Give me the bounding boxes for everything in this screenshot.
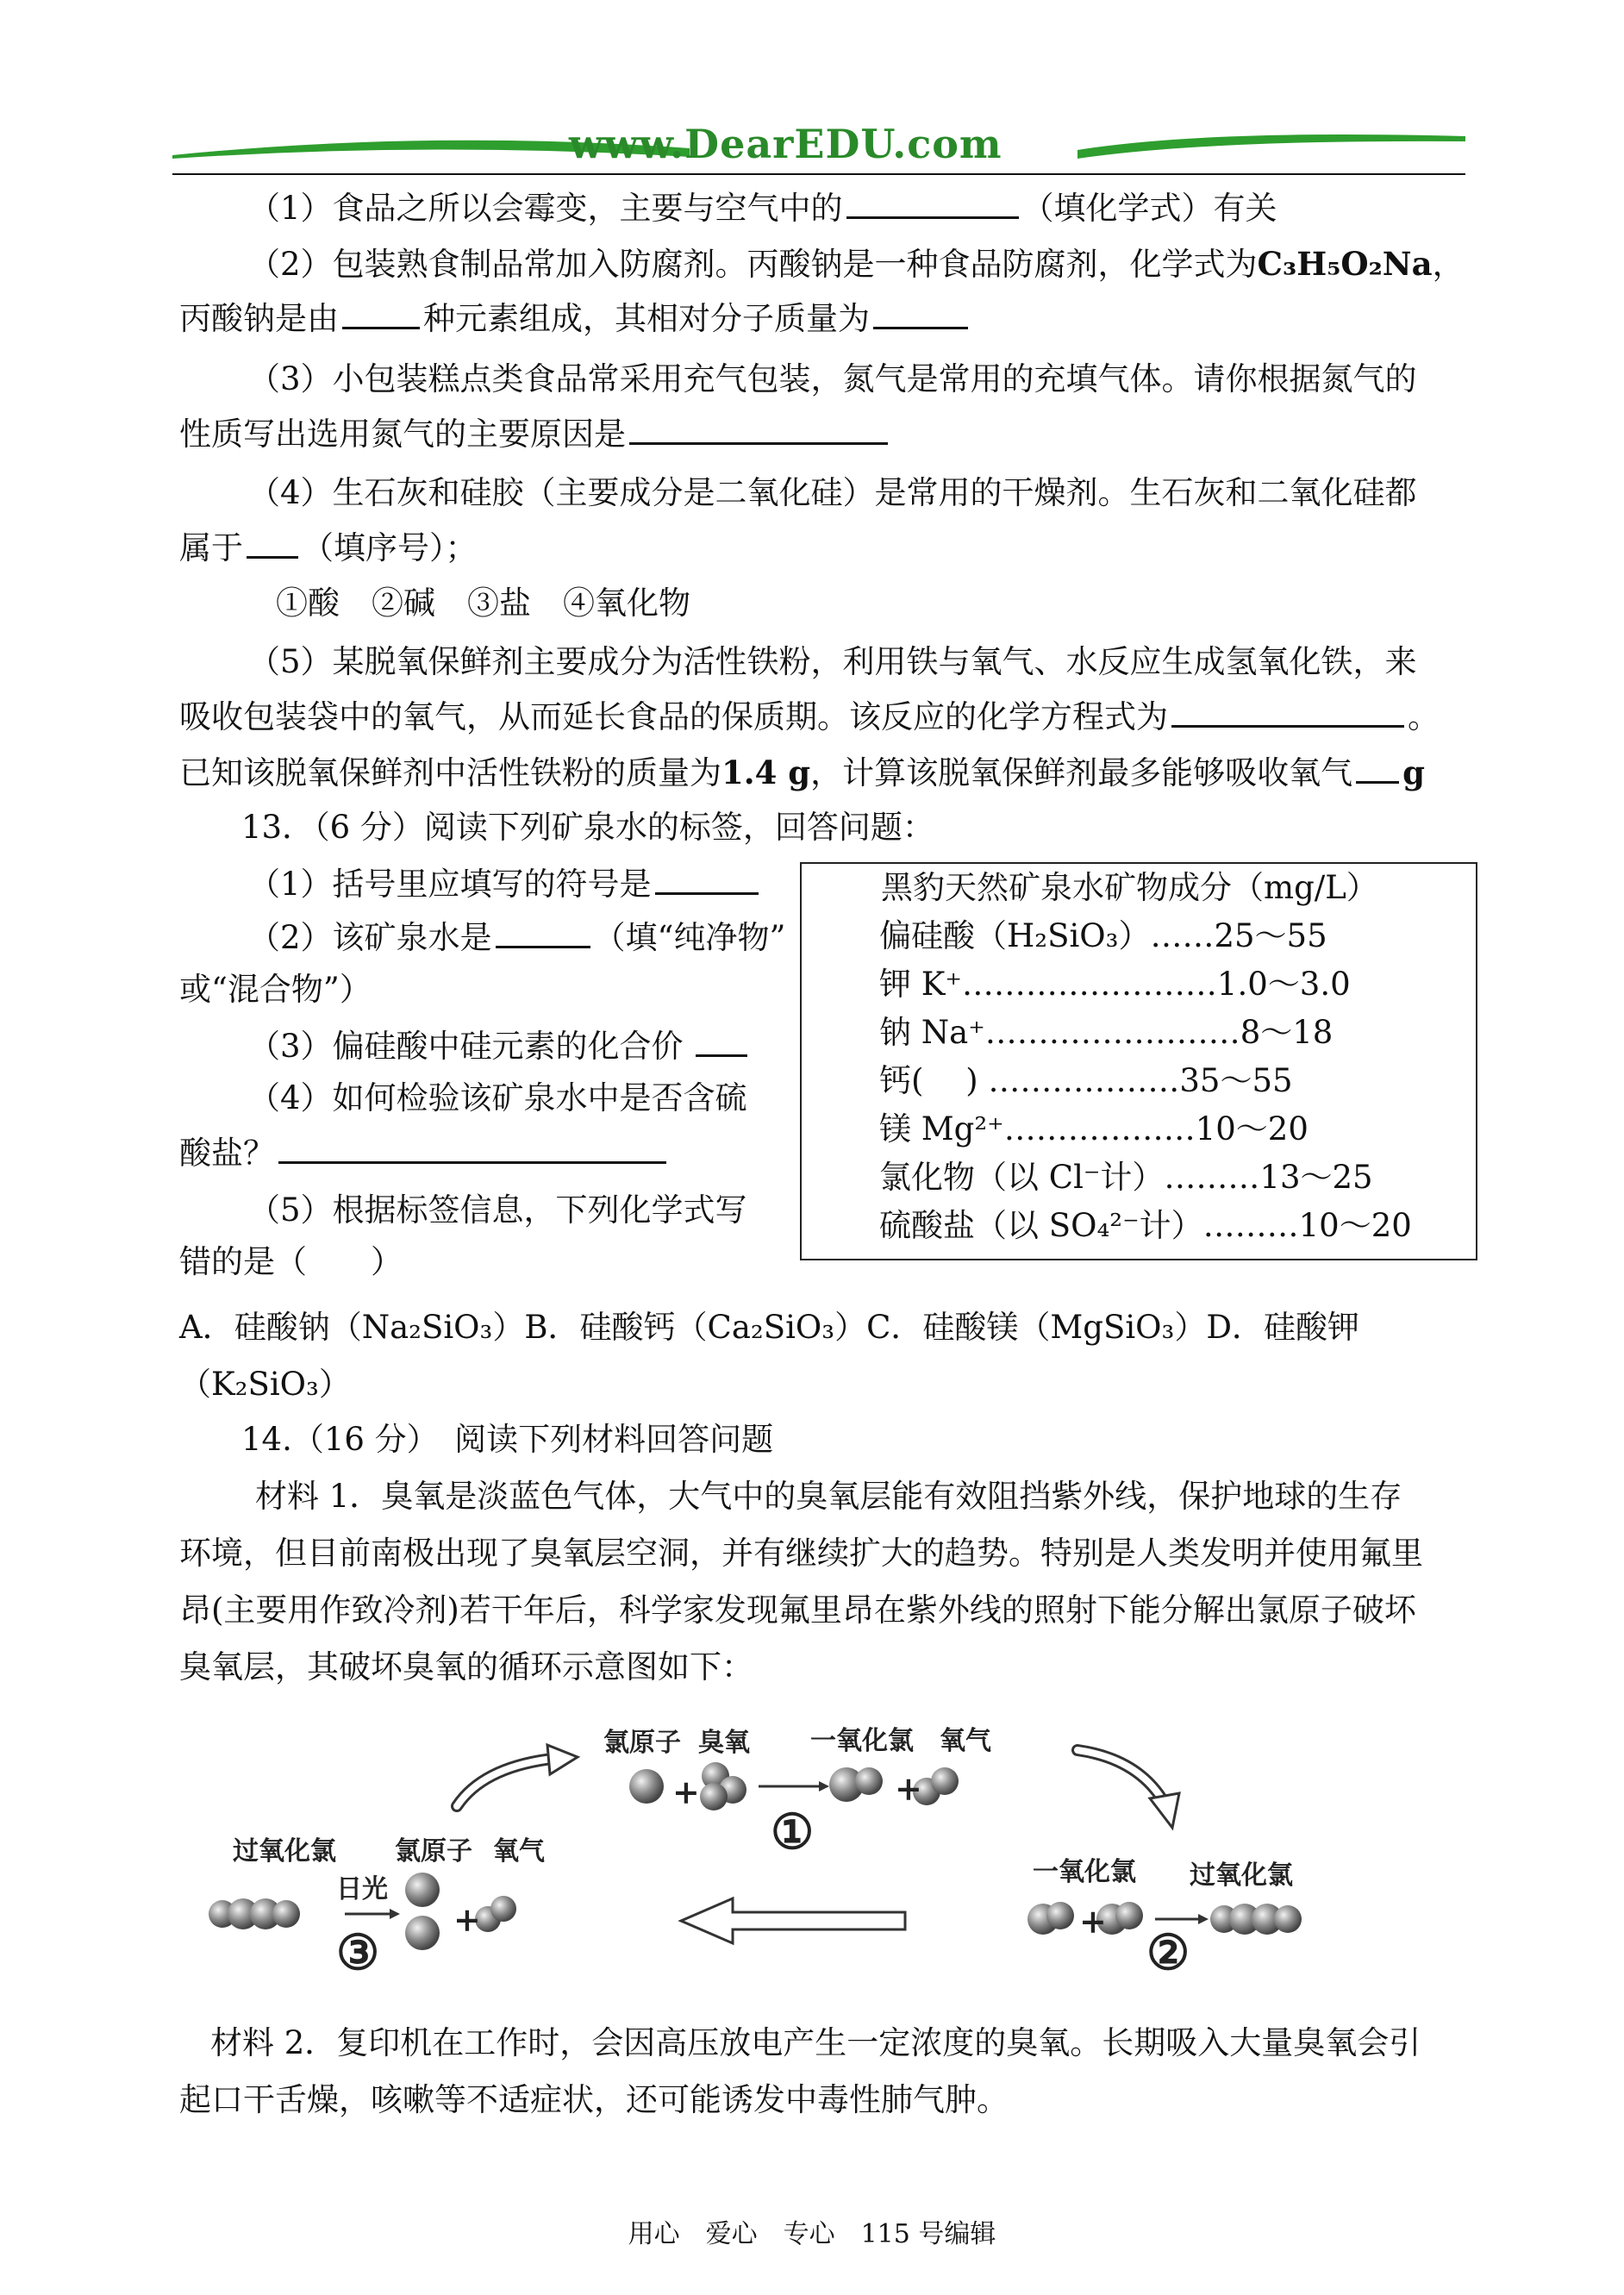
q14-title: 14.（16 分） 阅读下列材料回答问题 [241, 1421, 774, 1458]
s1-plus: + [672, 1773, 700, 1811]
answer-blank-classification[interactable] [247, 528, 298, 559]
choice-b[interactable]: B．硅酸钙（Ca₂SiO₃） [524, 1309, 867, 1346]
s3-label-chlorine-atom: 氯原子 [395, 1836, 472, 1867]
q14-material1-line2: 环境，但目前南极出现了臭氧层空洞，并有继续扩大的趋势。特别是人类发明并使用氟里 [179, 1535, 1423, 1572]
q13-sub5-cont: 错的是（ ） [179, 1243, 403, 1280]
label-row-calcium: 钙( ) ………………35～55 [879, 1062, 1293, 1099]
cycle-arrow-right-curve [1077, 1750, 1164, 1802]
s2-label-chlorine-peroxide: 过氧化氯 [1190, 1860, 1293, 1891]
q13-sub2-cont: 或“混合物”） [179, 971, 372, 1008]
s3-label-oxygen: 氧气 [493, 1836, 545, 1867]
q12-part3-line2: 性质写出选用氮气的主要原因是 [179, 414, 891, 455]
label-row-potassium: 钾 K⁺……………………1.0～3.0 [879, 966, 1351, 1003]
label-row-metasilicic-acid: 偏硅酸（H₂SiO₃）……25～55 [879, 917, 1327, 954]
q13-sub4: （4）如何检验该矿泉水中是否含硫 [248, 1079, 747, 1116]
choice-d[interactable]: D．硅酸钾 [1206, 1309, 1359, 1346]
q14-material2-line2: 起口干舌燥，咳嗽等不适症状，还可能诱发中毒性肺气肿。 [179, 2081, 1009, 2118]
q12-part5-line1: （5）某脱氧保鲜剂主要成分为活性铁粉，利用铁与氧气、水反应生成氢氧化铁，来 [248, 643, 1417, 680]
label-row-sodium: 钠 Na⁺……………………8～18 [879, 1014, 1334, 1051]
q13-sub1: （1）括号里应填写的符号是 [248, 864, 762, 905]
cycle-arrow-left-curve [457, 1759, 552, 1806]
answer-blank-valence[interactable] [696, 1027, 747, 1057]
s3-plus: + [453, 1900, 481, 1939]
answer-blank-substance-type[interactable] [496, 918, 590, 948]
step-2-number: ② [1146, 1924, 1190, 1981]
choice-c[interactable]: C．硅酸镁（MgSiO₃） [866, 1309, 1207, 1346]
s2-plus: + [1079, 1902, 1107, 1941]
label-row-sulfate: 硫酸盐（以 SO₄²⁻计）………10～20 [879, 1207, 1412, 1244]
q12-part2-line2: 丙酸钠是由 种元素组成，其相对分子质量为 [179, 298, 971, 340]
q13-title: 13．（6 分）阅读下列矿泉水的标签，回答问题： [241, 809, 934, 846]
answer-blank-equation[interactable] [1171, 697, 1404, 728]
step-1-number: ① [771, 1804, 815, 1860]
choice-a[interactable]: A．硅酸钠（Na₂SiO₃） [179, 1309, 525, 1346]
q13-sub4-cont: 酸盐？ [179, 1133, 670, 1174]
answer-blank-oxygen-mass[interactable] [1356, 754, 1399, 784]
s1-label-ozone: 臭氧 [698, 1728, 750, 1758]
answer-blank-nitrogen-reason[interactable] [629, 415, 888, 445]
s3-label-chlorine-peroxide: 过氧化氯 [233, 1836, 336, 1867]
q12-part1: （1）食品之所以会霉变，主要与空气中的 （填化学式）有关 [248, 190, 1277, 227]
header-banner [172, 121, 1465, 181]
s2-label-chlorine-monoxide: 一氧化氯 [1033, 1857, 1136, 1887]
page-footer: 用心 爱心 专心 115 号编辑 [628, 2219, 996, 2249]
q12-part2-line1: （2）包装熟食制品常加入防腐剂。丙酸钠是一种食品防腐剂，化学式为C₃H₅O₂Na， [248, 245, 1465, 283]
q14-material1-line4: 臭氧层，其破坏臭氧的循环示意图如下： [179, 1648, 753, 1685]
s1-label-chlorine-atom: 氯原子 [603, 1728, 681, 1758]
answer-blank-formula[interactable] [846, 189, 1019, 219]
answer-blank-symbol[interactable] [655, 865, 759, 895]
s1-plus-2: + [895, 1769, 922, 1808]
q14-material1-line1: 材料 1．臭氧是淡蓝色气体，大气中的臭氧层能有效阻挡紫外线，保护地球的生存 [255, 1478, 1402, 1515]
q13-sub2: （2）该矿泉水是 （填“纯净物” [248, 919, 786, 956]
s3-condition-sunlight: 日光 [336, 1874, 388, 1904]
q12-part5-line3: 已知该脱氧保鲜剂中活性铁粉的质量为1.4 g，计算该脱氧保鲜剂最多能够吸收氧气 g [179, 754, 1425, 791]
q13-sub3: （3）偏硅酸中硅元素的化合价 [248, 1026, 751, 1067]
s1-label-oxygen: 氧气 [940, 1726, 991, 1756]
site-logo-text: www.DearEDU.com [569, 121, 1003, 167]
label-title: 黑豹天然矿泉水矿物成分（mg/L） [881, 869, 1378, 906]
cycle-arrow-bottom [681, 1898, 905, 1943]
q14-material2-line1: 材料 2．复印机在工作时，会因高压放电产生一定浓度的臭氧。长期吸入大量臭氧会引 [210, 2024, 1421, 2061]
answer-blank-molar-mass[interactable] [873, 299, 968, 329]
ozone-cycle-diagram [198, 1707, 1405, 1992]
label-row-magnesium: 镁 Mg²⁺………………10～20 [879, 1110, 1309, 1148]
q14-material1-line3: 昂(主要用作致冷剂)若干年后，科学家发现氟里昂在紫外线的照射下能分解出氯原子破坏 [179, 1591, 1416, 1629]
answer-blank-sulfate-test[interactable] [278, 1134, 666, 1164]
q13-sub5: （5）根据标签信息，下列化学式写 [248, 1191, 747, 1229]
q12-part5-line2: 吸收包装袋中的氧气，从而延长食品的保质期。该反应的化学方程式为 。 [179, 698, 1440, 735]
q12-part4-line2: 属于 （填序号）； [179, 529, 478, 566]
s1-label-chlorine-monoxide: 一氧化氯 [810, 1726, 914, 1756]
choice-d-cont: （K₂SiO₃） [179, 1366, 351, 1403]
answer-blank-elements[interactable] [342, 299, 420, 329]
q13-choices [179, 1307, 1359, 1348]
q12-part4-line1: （4）生石灰和硅胶（主要成分是二氧化硅）是常用的干燥剂。生石灰和二氧化硅都 [248, 474, 1417, 511]
step-3-number: ③ [336, 1924, 380, 1981]
mineral-water-label-box [800, 862, 1477, 1260]
label-row-chloride: 氯化物（以 Cl⁻计）………13～25 [879, 1159, 1373, 1196]
q12-part3-line1: （3）小包装糕点类食品常采用充气包装，氮气是常用的充填气体。请你根据氮气的 [248, 360, 1417, 397]
q12-part4-options: ①酸 ②碱 ③盐 ④氧化物 [276, 585, 690, 622]
